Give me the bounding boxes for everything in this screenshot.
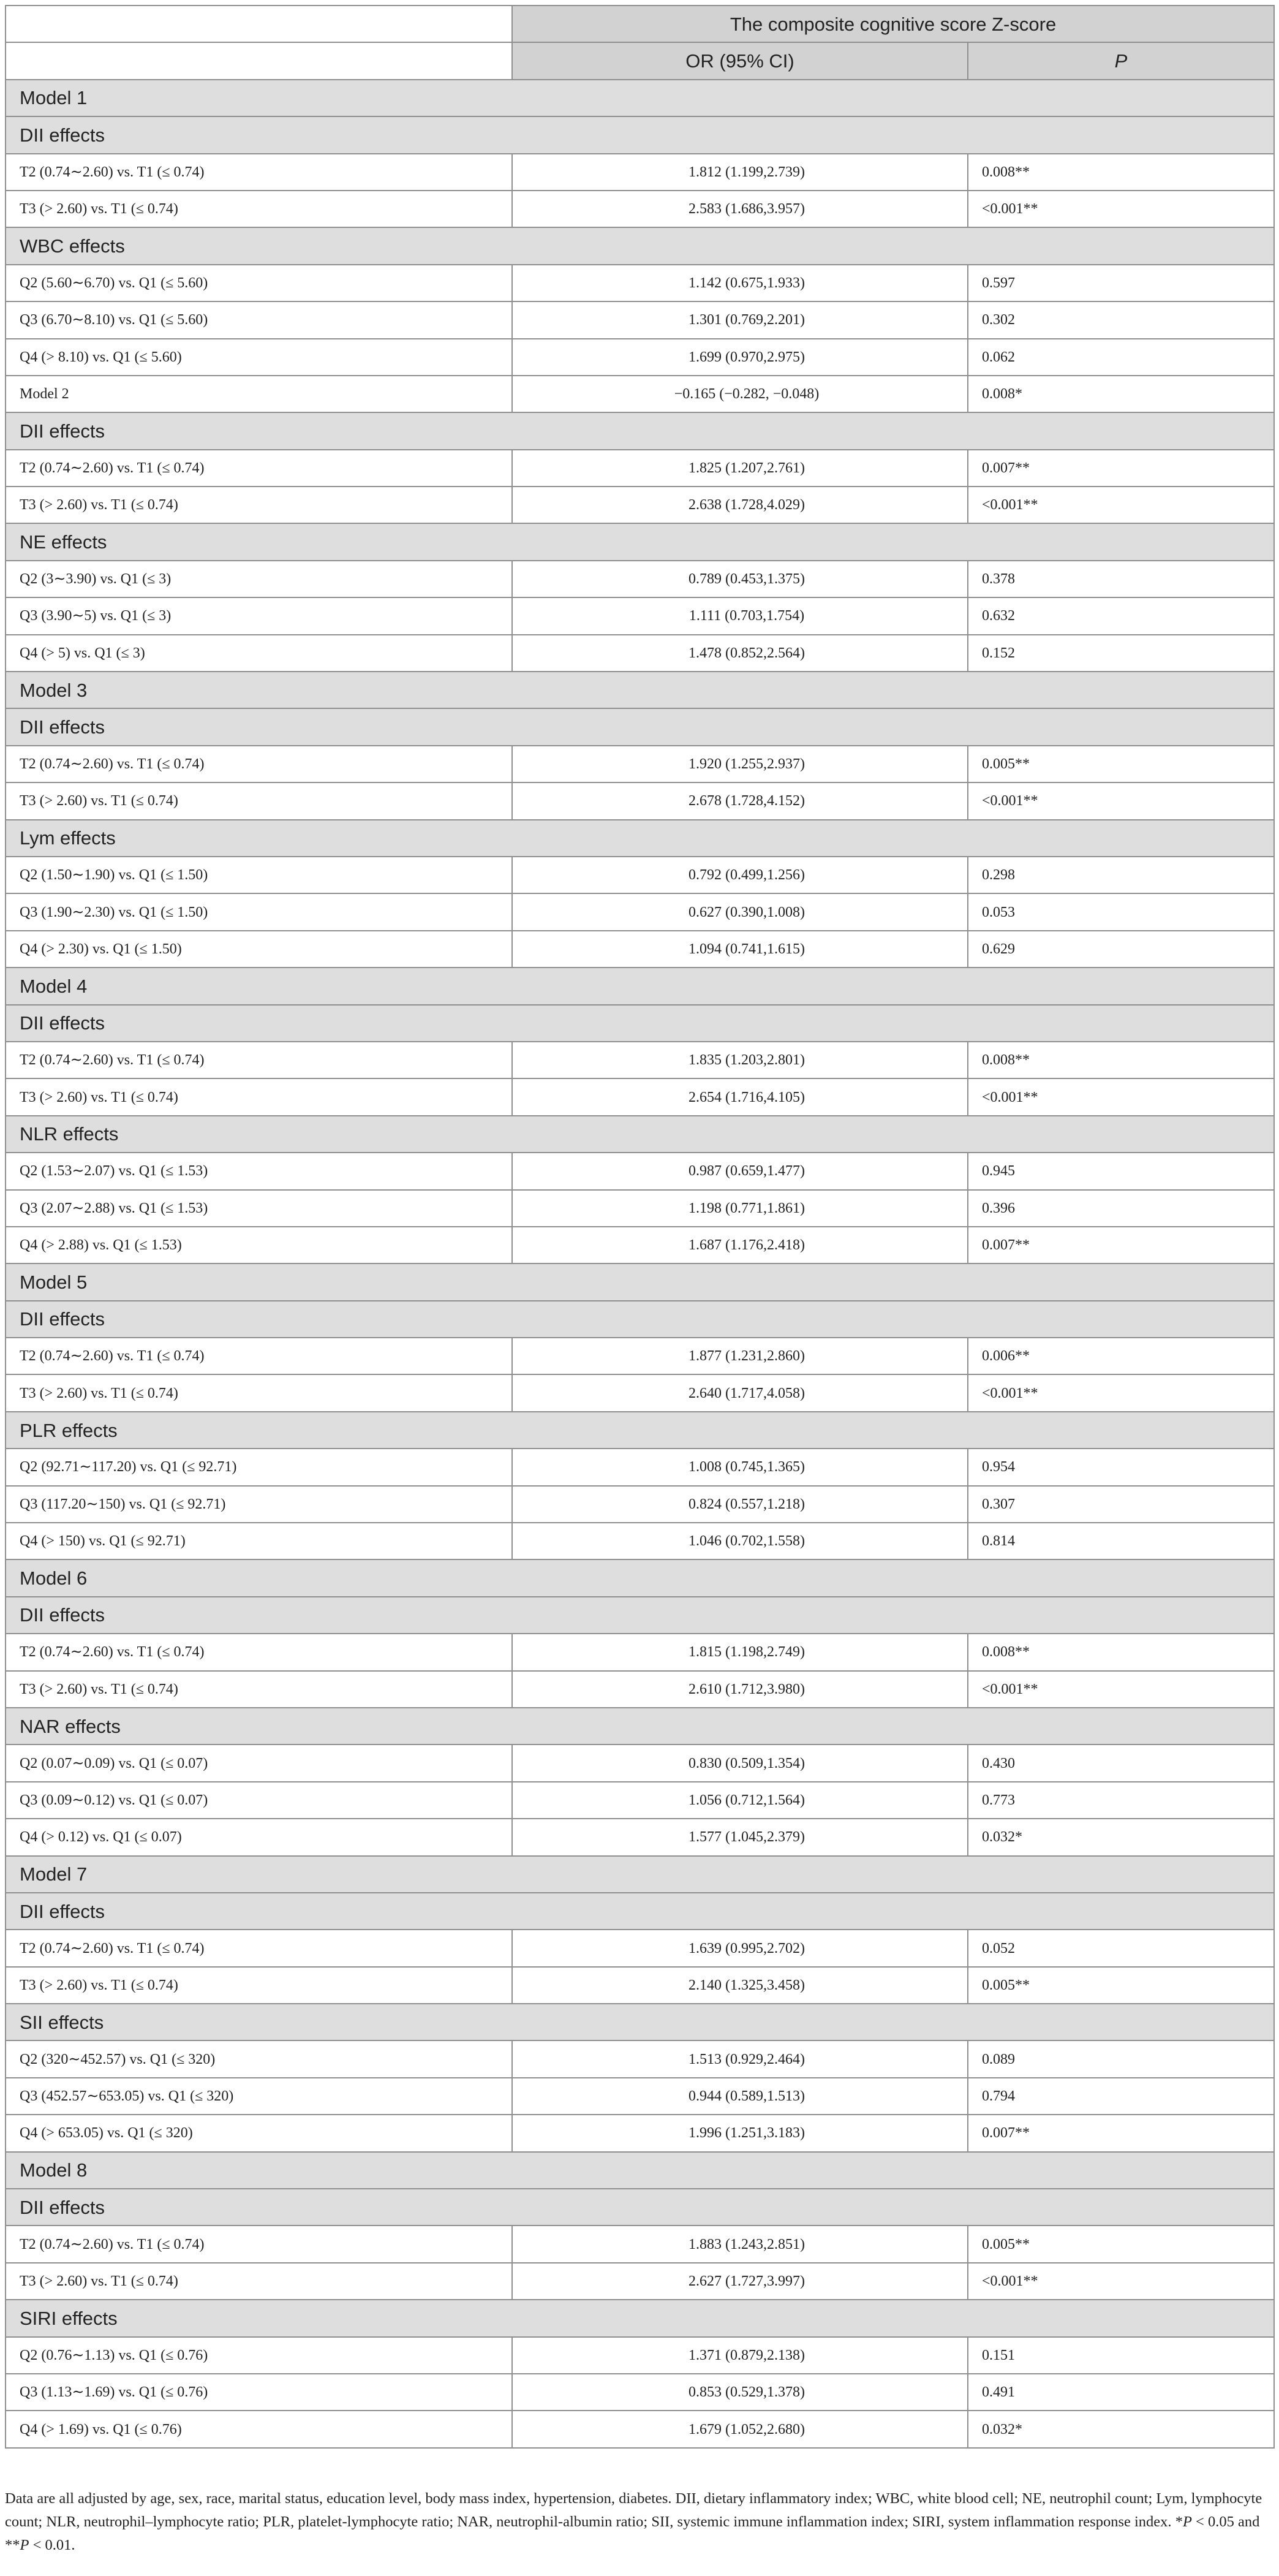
comparison-cell: T2 (0.74∼2.60) vs. T1 (≤ 0.74) — [6, 154, 512, 191]
or-ci-cell: 1.577 (1.045,2.379) — [512, 1819, 968, 1855]
p-value-cell: 0.430 — [968, 1744, 1274, 1781]
or-ci-cell: 1.825 (1.207,2.761) — [512, 450, 968, 487]
section-label: SIRI effects — [6, 2300, 1274, 2336]
p-value-cell: 0.298 — [968, 857, 1274, 893]
table-row — [6, 893, 1274, 930]
comparison-cell: Q3 (6.70∼8.10) vs. Q1 (≤ 5.60) — [6, 301, 512, 338]
table-row — [6, 1338, 1274, 1374]
comparison-cell: Q4 (> 8.10) vs. Q1 (≤ 5.60) — [6, 339, 512, 376]
p-value-cell: 0.053 — [968, 893, 1274, 930]
comparison-cell: T2 (0.74∼2.60) vs. T1 (≤ 0.74) — [6, 2226, 512, 2262]
or-ci-cell: 1.877 (1.231,2.860) — [512, 1338, 968, 1374]
comparison-cell: T2 (0.74∼2.60) vs. T1 (≤ 0.74) — [6, 1634, 512, 1670]
table-row — [6, 2411, 1274, 2447]
or-ci-cell: −0.165 (−0.282, −0.048) — [512, 376, 968, 412]
section-row — [6, 1412, 1274, 1449]
table-row — [6, 2374, 1274, 2411]
section-label: Model 5 — [6, 1263, 1274, 1300]
or-ci-cell: 2.638 (1.728,4.029) — [512, 487, 968, 523]
section-label: NLR effects — [6, 1116, 1274, 1153]
p-value-cell: 0.032* — [968, 1819, 1274, 1855]
table-row — [6, 2040, 1274, 2077]
or-ci-cell: 1.046 (0.702,1.558) — [512, 1523, 968, 1559]
table-row — [6, 1744, 1274, 1781]
p-value-cell: 0.597 — [968, 265, 1274, 301]
section-label: WBC effects — [6, 227, 1274, 264]
or-ci-cell: 2.583 (1.686,3.957) — [512, 191, 968, 227]
or-ci-cell: 1.371 (0.879,2.138) — [512, 2337, 968, 2374]
header-group-title: The composite cognitive score Z-score — [512, 6, 1274, 42]
footnote-p-1: P — [1182, 2513, 1192, 2530]
p-value-cell: 0.152 — [968, 635, 1274, 672]
footnote-threshold-1: < 0.05 and — [1191, 2513, 1260, 2530]
comparison-cell: Q2 (1.50∼1.90) vs. Q1 (≤ 1.50) — [6, 857, 512, 893]
header-col-p: P — [968, 42, 1274, 79]
section-row — [6, 80, 1274, 116]
comparison-cell: T3 (> 2.60) vs. T1 (≤ 0.74) — [6, 1671, 512, 1708]
section-label: DII effects — [6, 708, 1274, 745]
or-ci-cell: 1.513 (0.929,2.464) — [512, 2040, 968, 2077]
or-ci-cell: 2.640 (1.717,4.058) — [512, 1374, 968, 1411]
comparison-cell: Q3 (117.20∼150) vs. Q1 (≤ 92.71) — [6, 1486, 512, 1523]
section-row — [6, 2004, 1274, 2040]
comparison-cell: Q2 (0.76∼1.13) vs. Q1 (≤ 0.76) — [6, 2337, 512, 2374]
p-value-cell: 0.062 — [968, 339, 1274, 376]
section-label: Model 4 — [6, 968, 1274, 1004]
p-value-cell: 0.007** — [968, 450, 1274, 487]
p-value-cell: 0.008** — [968, 1634, 1274, 1670]
p-value-cell: 0.491 — [968, 2374, 1274, 2411]
or-ci-cell: 1.699 (0.970,2.975) — [512, 339, 968, 376]
table-row — [6, 746, 1274, 782]
comparison-cell: Q2 (0.07∼0.09) vs. Q1 (≤ 0.07) — [6, 1744, 512, 1781]
section-label: DII effects — [6, 2189, 1274, 2226]
or-ci-cell: 1.812 (1.199,2.739) — [512, 154, 968, 191]
or-ci-cell: 0.792 (0.499,1.256) — [512, 857, 968, 893]
comparison-cell: T3 (> 2.60) vs. T1 (≤ 0.74) — [6, 487, 512, 523]
or-ci-cell: 1.883 (1.243,2.851) — [512, 2226, 968, 2262]
comparison-cell: Q4 (> 0.12) vs. Q1 (≤ 0.07) — [6, 1819, 512, 1855]
p-value-cell: 0.307 — [968, 1486, 1274, 1523]
table-row — [6, 339, 1274, 376]
or-ci-cell: 1.056 (0.712,1.564) — [512, 1782, 968, 1819]
comparison-cell: Q4 (> 1.69) vs. Q1 (≤ 0.76) — [6, 2411, 512, 2447]
table-row — [6, 487, 1274, 523]
comparison-cell: Q4 (> 150) vs. Q1 (≤ 92.71) — [6, 1523, 512, 1559]
p-value-cell: 0.006** — [968, 1338, 1274, 1374]
p-value-cell: 0.302 — [968, 301, 1274, 338]
table-row — [6, 561, 1274, 597]
p-value-cell: 0.632 — [968, 597, 1274, 634]
comparison-cell: T3 (> 2.60) vs. T1 (≤ 0.74) — [6, 1374, 512, 1411]
or-ci-cell: 1.996 (1.251,3.183) — [512, 2115, 968, 2151]
or-ci-cell: 1.094 (0.741,1.615) — [512, 931, 968, 968]
or-ci-cell: 1.478 (0.852,2.564) — [512, 635, 968, 672]
section-label: DII effects — [6, 1301, 1274, 1338]
table-row — [6, 2226, 1274, 2262]
p-value-cell: <0.001** — [968, 782, 1274, 819]
table-row — [6, 1190, 1274, 1227]
comparison-cell: Q3 (1.13∼1.69) vs. Q1 (≤ 0.76) — [6, 2374, 512, 2411]
header-blank-cell — [6, 6, 512, 42]
section-row — [6, 820, 1274, 857]
or-ci-cell: 2.654 (1.716,4.105) — [512, 1078, 968, 1115]
section-row — [6, 227, 1274, 264]
comparison-cell: T2 (0.74∼2.60) vs. T1 (≤ 0.74) — [6, 1338, 512, 1374]
section-label: Model 6 — [6, 1559, 1274, 1596]
or-ci-cell: 1.815 (1.198,2.749) — [512, 1634, 968, 1670]
or-ci-cell: 0.987 (0.659,1.477) — [512, 1153, 968, 1189]
section-row — [6, 523, 1274, 560]
or-ci-cell: 2.678 (1.728,4.152) — [512, 782, 968, 819]
comparison-cell: T3 (> 2.60) vs. T1 (≤ 0.74) — [6, 1078, 512, 1115]
p-value-cell: <0.001** — [968, 487, 1274, 523]
p-value-cell: 0.008* — [968, 376, 1274, 412]
section-label: DII effects — [6, 1893, 1274, 1930]
comparison-cell: Q3 (2.07∼2.88) vs. Q1 (≤ 1.53) — [6, 1190, 512, 1227]
table-row — [6, 1671, 1274, 1708]
table-row — [6, 1449, 1274, 1485]
p-value-cell: <0.001** — [968, 191, 1274, 227]
p-value-cell: 0.005** — [968, 2226, 1274, 2262]
section-row — [6, 1559, 1274, 1596]
or-ci-cell: 0.789 (0.453,1.375) — [512, 561, 968, 597]
comparison-cell: T3 (> 2.60) vs. T1 (≤ 0.74) — [6, 782, 512, 819]
comparison-cell: T2 (0.74∼2.60) vs. T1 (≤ 0.74) — [6, 450, 512, 487]
p-value-cell: 0.089 — [968, 2040, 1274, 2077]
p-value-cell: 0.814 — [968, 1523, 1274, 1559]
section-row — [6, 1263, 1274, 1300]
or-ci-cell: 1.008 (0.745,1.365) — [512, 1449, 968, 1485]
p-value-cell: <0.001** — [968, 2263, 1274, 2300]
p-value-cell: 0.007** — [968, 1227, 1274, 1263]
table-row — [6, 1967, 1274, 2004]
p-value-cell: <0.001** — [968, 1374, 1274, 1411]
results-table — [5, 5, 1275, 2449]
p-value-cell: 0.945 — [968, 1153, 1274, 1189]
section-row — [6, 708, 1274, 745]
footnote-star-2: ** — [5, 2537, 20, 2553]
section-row — [6, 1893, 1274, 1930]
or-ci-cell: 1.835 (1.203,2.801) — [512, 1042, 968, 1078]
or-ci-cell: 0.853 (0.529,1.378) — [512, 2374, 968, 2411]
or-ci-cell: 0.627 (0.390,1.008) — [512, 893, 968, 930]
or-ci-cell: 1.679 (1.052,2.680) — [512, 2411, 968, 2447]
section-row — [6, 672, 1274, 708]
table-row — [6, 1782, 1274, 1819]
or-ci-cell: 1.687 (1.176,2.418) — [512, 1227, 968, 1263]
comparison-cell: Q2 (1.53∼2.07) vs. Q1 (≤ 1.53) — [6, 1153, 512, 1189]
comparison-cell: Q2 (92.71∼117.20) vs. Q1 (≤ 92.71) — [6, 1449, 512, 1485]
table-row — [6, 191, 1274, 227]
comparison-cell: T2 (0.74∼2.60) vs. T1 (≤ 0.74) — [6, 1930, 512, 1966]
section-label: DII effects — [6, 1005, 1274, 1042]
section-row — [6, 1856, 1274, 1893]
section-row — [6, 1597, 1274, 1634]
or-ci-cell: 0.830 (0.509,1.354) — [512, 1744, 968, 1781]
table-row — [6, 931, 1274, 968]
comparison-cell: T3 (> 2.60) vs. T1 (≤ 0.74) — [6, 191, 512, 227]
table-row — [6, 635, 1274, 672]
or-ci-cell: 1.301 (0.769,2.201) — [512, 301, 968, 338]
section-row — [6, 968, 1274, 1004]
p-value-cell: 0.151 — [968, 2337, 1274, 2374]
table-row — [6, 450, 1274, 487]
table-row — [6, 1486, 1274, 1523]
p-value-cell: 0.032* — [968, 2411, 1274, 2447]
section-label: Model 8 — [6, 2152, 1274, 2189]
section-row — [6, 412, 1274, 449]
table-row — [6, 2078, 1274, 2115]
or-ci-cell: 1.142 (0.675,1.933) — [512, 265, 968, 301]
comparison-cell: Q3 (0.09∼0.12) vs. Q1 (≤ 0.07) — [6, 1782, 512, 1819]
or-ci-cell: 0.944 (0.589,1.513) — [512, 2078, 968, 2115]
footnote-star-1: * — [1175, 2513, 1183, 2530]
header-blank-cell — [6, 42, 512, 79]
comparison-cell: Q4 (> 2.88) vs. Q1 (≤ 1.53) — [6, 1227, 512, 1263]
section-label: PLR effects — [6, 1412, 1274, 1449]
comparison-cell: Q4 (> 653.05) vs. Q1 (≤ 320) — [6, 2115, 512, 2151]
table-row — [6, 1227, 1274, 1263]
p-value-cell: 0.007** — [968, 2115, 1274, 2151]
comparison-cell: T2 (0.74∼2.60) vs. T1 (≤ 0.74) — [6, 1042, 512, 1078]
comparison-cell: T2 (0.74∼2.60) vs. T1 (≤ 0.74) — [6, 746, 512, 782]
table-row — [6, 301, 1274, 338]
comparison-cell: T3 (> 2.60) vs. T1 (≤ 0.74) — [6, 1967, 512, 2004]
footnote-p-2: P — [20, 2537, 29, 2553]
table-row — [6, 1634, 1274, 1670]
table-row — [6, 1153, 1274, 1189]
header-row-group — [6, 6, 1274, 42]
table-row — [6, 265, 1274, 301]
table-row — [6, 1042, 1274, 1078]
comparison-cell: Q3 (3.90∼5) vs. Q1 (≤ 3) — [6, 597, 512, 634]
p-value-cell: 0.396 — [968, 1190, 1274, 1227]
table-row — [6, 1078, 1274, 1115]
comparison-cell: Q2 (320∼452.57) vs. Q1 (≤ 320) — [6, 2040, 512, 2077]
table-row — [6, 1374, 1274, 1411]
or-ci-cell: 1.639 (0.995,2.702) — [512, 1930, 968, 1966]
table-body — [6, 6, 1274, 2448]
p-value-cell: 0.954 — [968, 1449, 1274, 1485]
section-label: NE effects — [6, 523, 1274, 560]
section-row — [6, 1116, 1274, 1153]
p-value-cell: 0.008** — [968, 1042, 1274, 1078]
p-value-cell: 0.629 — [968, 931, 1274, 968]
table-row — [6, 1523, 1274, 1559]
p-value-cell: <0.001** — [968, 1078, 1274, 1115]
p-value-cell: 0.773 — [968, 1782, 1274, 1819]
section-row — [6, 2300, 1274, 2336]
section-label: DII effects — [6, 116, 1274, 153]
table-row — [6, 597, 1274, 634]
footnote-threshold-2: < 0.01. — [29, 2537, 75, 2553]
or-ci-cell: 0.824 (0.557,1.218) — [512, 1486, 968, 1523]
table-row — [6, 857, 1274, 893]
table-row — [6, 1930, 1274, 1966]
table-row — [6, 2115, 1274, 2151]
section-label: DII effects — [6, 1597, 1274, 1634]
p-value-cell: 0.794 — [968, 2078, 1274, 2115]
section-row — [6, 1708, 1274, 1744]
or-ci-cell: 1.111 (0.703,1.754) — [512, 597, 968, 634]
table-row — [6, 154, 1274, 191]
header-row-columns — [6, 42, 1274, 79]
comparison-cell: Q3 (1.90∼2.30) vs. Q1 (≤ 1.50) — [6, 893, 512, 930]
comparison-cell: Q3 (452.57∼653.05) vs. Q1 (≤ 320) — [6, 2078, 512, 2115]
or-ci-cell: 2.627 (1.727,3.997) — [512, 2263, 968, 2300]
section-row — [6, 2152, 1274, 2189]
table-row — [6, 376, 1274, 412]
section-label: DII effects — [6, 412, 1274, 449]
or-ci-cell: 1.198 (0.771,1.861) — [512, 1190, 968, 1227]
comparison-cell: Q4 (> 5) vs. Q1 (≤ 3) — [6, 635, 512, 672]
comparison-cell: Model 2 — [6, 376, 512, 412]
table-row — [6, 2337, 1274, 2374]
section-label: NAR effects — [6, 1708, 1274, 1744]
p-value-cell: 0.005** — [968, 1967, 1274, 2004]
section-label: Model 7 — [6, 1856, 1274, 1893]
section-row — [6, 2189, 1274, 2226]
or-ci-cell: 2.610 (1.712,3.980) — [512, 1671, 968, 1708]
table-footnote — [5, 2487, 1270, 2557]
p-value-cell: 0.008** — [968, 154, 1274, 191]
header-col-or: OR (95% CI) — [512, 42, 968, 79]
section-label: SII effects — [6, 2004, 1274, 2040]
comparison-cell: Q2 (3∼3.90) vs. Q1 (≤ 3) — [6, 561, 512, 597]
section-label: Lym effects — [6, 820, 1274, 857]
section-row — [6, 1005, 1274, 1042]
p-value-cell: 0.052 — [968, 1930, 1274, 1966]
table-row — [6, 2263, 1274, 2300]
section-label: Model 1 — [6, 80, 1274, 116]
table-row — [6, 1819, 1274, 1855]
or-ci-cell: 1.920 (1.255,2.937) — [512, 746, 968, 782]
footnote-text: Data are all adjusted by age, sex, race, marital status, education level, body mass index, hypertension, diabetes. DII, dietary inflammatory index; WBC, white blood cell; NE, neutrophil count; Lym, lymphocyte count; NLR, neutrophil–lymphocyte ratio; PLR, platelet-lymphocyte ratio; NAR, neutrophil-albumin ratio; SII, systemic immune inflammation index; SIRI, system inflammation response index. — [5, 2490, 1262, 2530]
p-value-cell: 0.005** — [968, 746, 1274, 782]
p-value-cell: 0.378 — [968, 561, 1274, 597]
section-label: Model 3 — [6, 672, 1274, 708]
table-row — [6, 782, 1274, 819]
section-row — [6, 116, 1274, 153]
p-value-cell: <0.001** — [968, 1671, 1274, 1708]
or-ci-cell: 2.140 (1.325,3.458) — [512, 1967, 968, 2004]
comparison-cell: T3 (> 2.60) vs. T1 (≤ 0.74) — [6, 2263, 512, 2300]
comparison-cell: Q4 (> 2.30) vs. Q1 (≤ 1.50) — [6, 931, 512, 968]
section-row — [6, 1301, 1274, 1338]
comparison-cell: Q2 (5.60∼6.70) vs. Q1 (≤ 5.60) — [6, 265, 512, 301]
